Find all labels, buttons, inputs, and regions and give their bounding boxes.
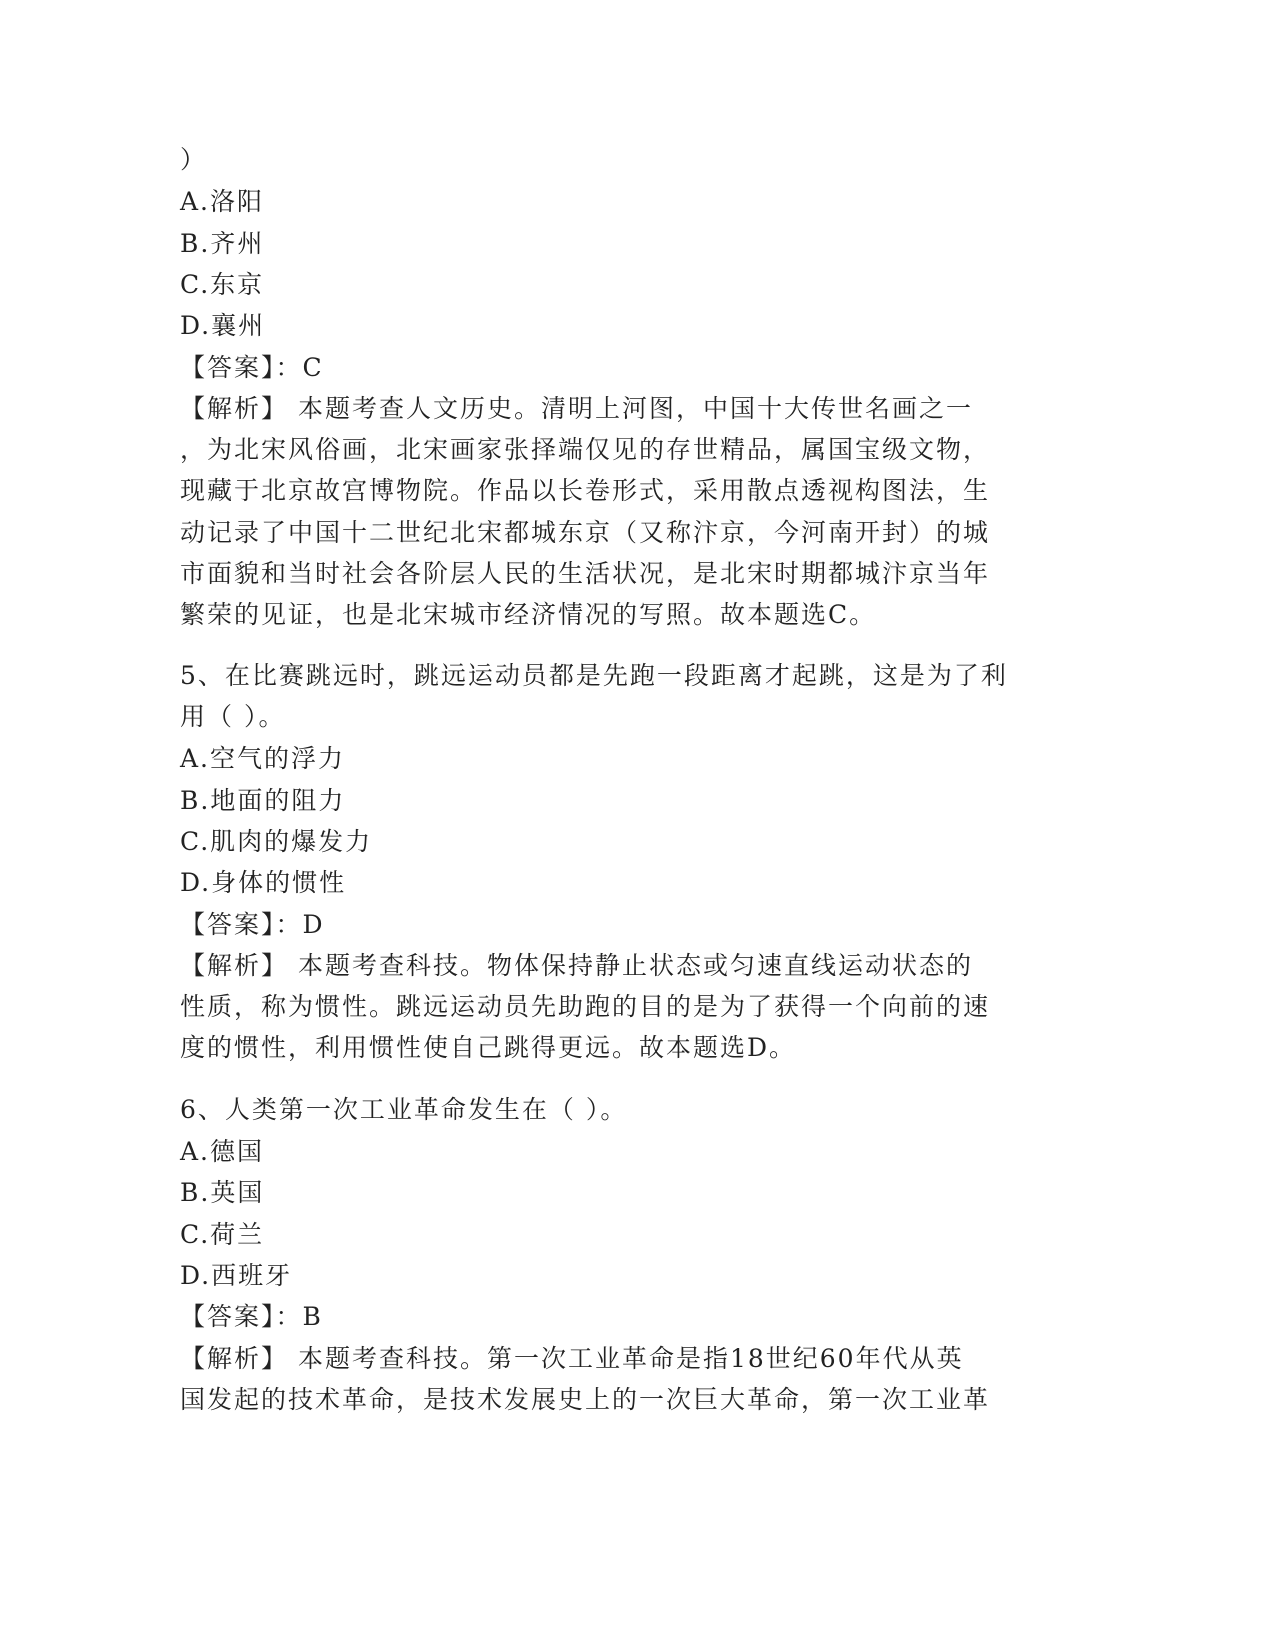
q5-analysis <box>180 951 1028 1075</box>
q5-question-line: 用（ ）。 <box>180 702 286 732</box>
q5-question-line: 5、在比赛跳远时，跳远运动员都是先跑一段距离才起跳，这是为了利 <box>180 661 1008 690</box>
q6-option-d: D.西班牙 <box>180 1261 293 1290</box>
q5-analysis-line: 【解析】 本题考查科技。物体保持静止状态或匀速直线运动状态的 <box>180 951 973 980</box>
q4-answer: 【答案】：C <box>180 353 324 382</box>
q6-analysis-line: 【解析】 本题考查科技。第一次工业革命是指18世纪60年代从英 <box>180 1344 964 1373</box>
q5-option-b: B.地面的阻力 <box>180 786 346 815</box>
q6-option-b: B.英国 <box>180 1178 265 1207</box>
q6-question: 6、人类第一次工业革命发生在（ ）。 <box>180 1095 628 1124</box>
q6-analysis-line: 国发起的技术革命，是技术发展史上的一次巨大革命，第一次工业革 <box>180 1385 991 1415</box>
q5-option-d: D.身体的惯性 <box>180 868 347 897</box>
q5-option-a: A.空气的浮力 <box>180 744 346 773</box>
q6-analysis <box>180 1344 1028 1426</box>
q6-option-a: A.德国 <box>180 1137 265 1166</box>
q4-question-tail: ） <box>180 145 208 174</box>
q5-question <box>180 661 1028 743</box>
q6-option-c: C.荷兰 <box>180 1220 265 1249</box>
q4-analysis-line: 现藏于北京故宫博物院。作品以长卷形式，采用散点透视构图法，生 <box>180 476 991 506</box>
q4-analysis <box>180 394 1028 641</box>
q5-answer: 【答案】：D <box>180 910 325 939</box>
q4-analysis-line: 市面貌和当时社会各阶层人民的生活状况，是北宋时期都城汴京当年 <box>180 558 991 588</box>
q4-analysis-line: ，为北宋风俗画，北宋画家张择端仅见的存世精品，属国宝级文物， <box>180 435 991 465</box>
q4-option-b: B.齐州 <box>180 229 265 258</box>
q4-analysis-line: 动记录了中国十二世纪北宋都城东京（又称汴京，今河南开封）的城 <box>180 517 991 547</box>
q4-analysis-line: 【解析】 本题考查人文历史。清明上河图，中国十大传世名画之一 <box>180 394 973 423</box>
q5-option-c: C.肌肉的爆发力 <box>180 827 373 856</box>
q5-analysis-line: 性质，称为惯性。跳远运动员先助跑的目的是为了获得一个向前的速 <box>180 992 991 1022</box>
q5-analysis-line: 度的惯性，利用惯性使自己跳得更远。故本题选D。 <box>180 1033 797 1063</box>
q6-answer: 【答案】：B <box>180 1302 323 1331</box>
q4-option-c: C.东京 <box>180 270 265 299</box>
q4-analysis-line: 繁荣的见证，也是北宋城市经济情况的写照。故本题选C。 <box>180 599 877 629</box>
q4-option-d: D.襄州 <box>180 311 266 340</box>
q4-option-a: A.洛阳 <box>180 187 265 216</box>
